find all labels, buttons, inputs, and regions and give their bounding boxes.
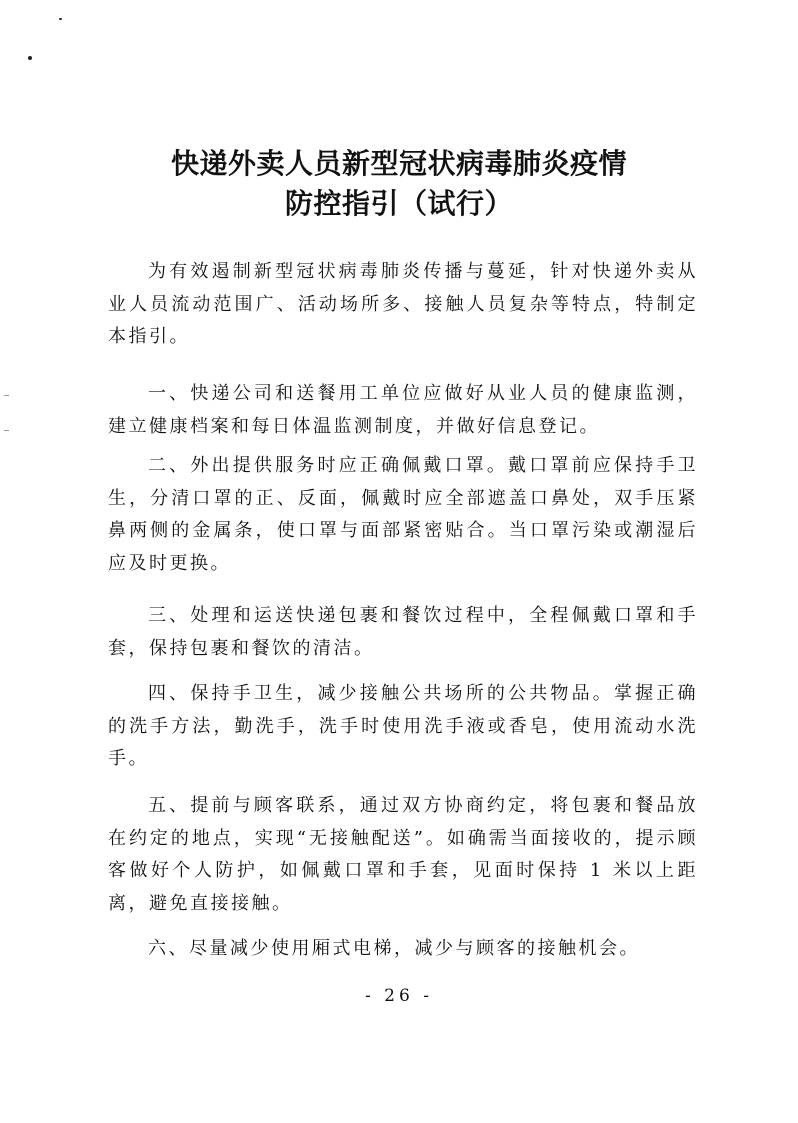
document-title-line-1: 快递外卖人员新型冠状病毒肺炎疫情 [170,147,627,180]
guideline-item-3: 三、处理和运送快递包裹和餐饮过程中，全程佩戴口罩和手套，保持包裹和餐饮的清洁。 [108,605,698,659]
document-title-line-2: 防控指引（试行） [284,187,513,220]
margin-tick [4,395,9,396]
guideline-item-6: 六、尽量减少使用厢式电梯，减少与顾客的接触机会。 [148,938,640,959]
page-number: - 26 - [365,986,433,1006]
scan-speck [59,18,62,20]
guideline-item-4: 四、保持手卫生，减少接触公共场所的公共物品。掌握正确的洗手方法，勤洗手，洗手时使用洗手液或香皂，使用流动水洗手。 [108,683,698,769]
intro-paragraph: 为有效遏制新型冠状病毒肺炎传播与蔓延，针对快递外卖从业人员流动范围广、活动场所多、接触人员复杂等特点，特制定本指引。 [108,261,698,347]
scan-speck [28,56,32,60]
guideline-item-1: 一、快递公司和送餐用工单位应做好从业人员的健康监测，建立健康档案和每日体温监测制度，并做好信息登记。 [108,383,698,437]
guideline-item-5: 五、提前与顾客联系，通过双方协商约定，将包裹和餐品放在约定的地点，实现“无接触配送”。如确需当面接收的，提示顾客做好个人防护，如佩戴口罩和手套，见面时保持 1 米以上距离，避免直接接触。 [108,795,698,914]
guideline-item-2: 二、外出提供服务时应正确佩戴口罩。戴口罩前应保持手卫生，分清口罩的正、反面，佩戴时应全部遮盖口鼻处，双手压紧鼻两侧的金属条，使口罩与面部紧密贴合。当口罩污染或潮湿后应及时更换。 [108,455,698,574]
margin-tick [4,430,9,431]
